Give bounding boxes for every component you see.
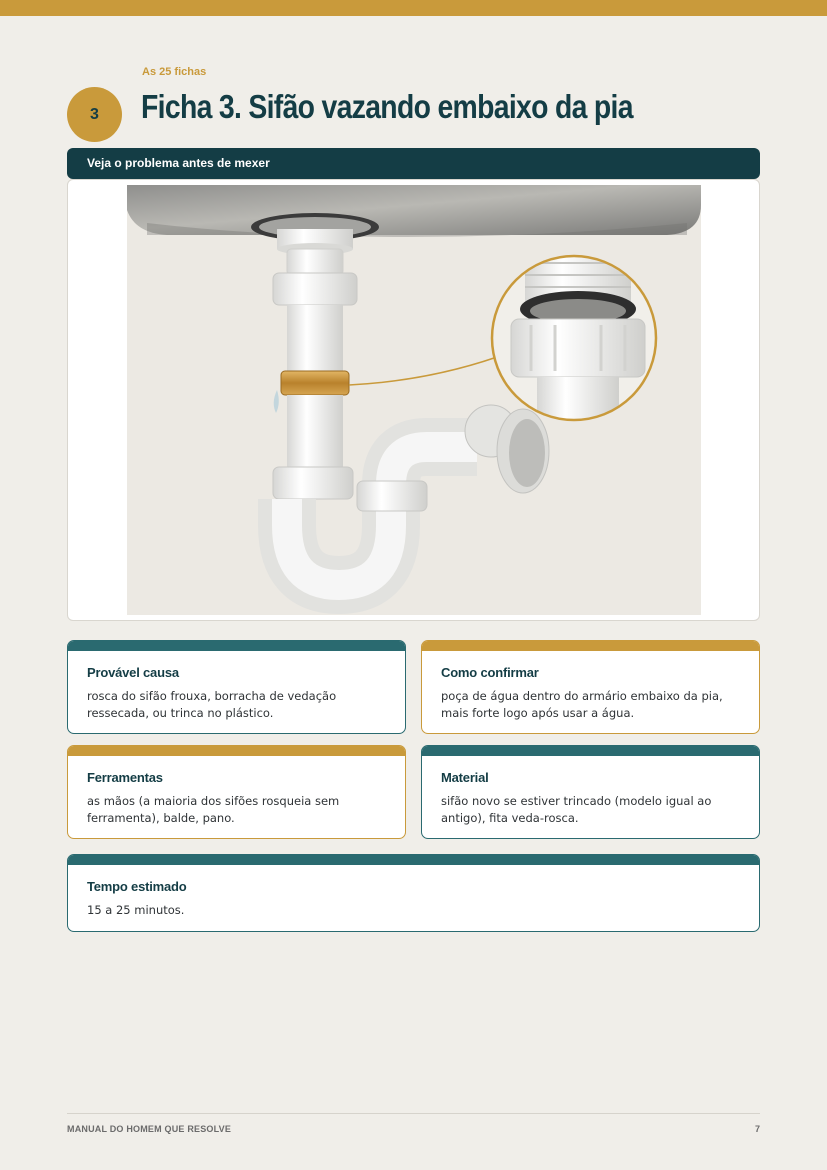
card-accent-bar xyxy=(68,746,405,756)
card-title: Tempo estimado xyxy=(87,879,187,894)
card-accent-bar xyxy=(422,641,759,651)
card-estimated-time xyxy=(67,854,760,932)
illustration-frame xyxy=(67,179,760,621)
top-accent-bar xyxy=(0,0,827,16)
card-title: Como confirmar xyxy=(441,665,539,680)
sheet-number-badge: 3 xyxy=(67,87,122,142)
card-text: poça de água dentro do armário embaixo da pia, mais forte logo após usar a água. xyxy=(441,689,723,720)
card-title: Ferramentas xyxy=(87,770,163,785)
card-tools xyxy=(67,745,406,839)
section-header: Veja o problema antes de mexer xyxy=(67,148,760,179)
card-title: Provável causa xyxy=(87,665,179,680)
card-text: 15 a 25 minutos. xyxy=(87,903,185,917)
footer-page-number: 7 xyxy=(754,1124,760,1134)
card-material xyxy=(421,745,760,839)
card-text: rosca do sifão frouxa, borracha de vedação ressecada, ou trinca no plástico. xyxy=(87,689,337,720)
card-accent-bar xyxy=(422,746,759,756)
footer-divider xyxy=(67,1113,760,1114)
card-accent-bar xyxy=(68,855,759,865)
sink-trap-illustration xyxy=(127,185,701,615)
card-accent-bar xyxy=(68,641,405,651)
card-how-to-confirm xyxy=(421,640,760,734)
page-title: Ficha 3. Sifão vazando embaixo da pia xyxy=(141,88,633,125)
card-title: Material xyxy=(441,770,489,785)
card-text: sifão novo se estiver trincado (modelo igual ao antigo), fita veda-rosca. xyxy=(441,794,712,825)
card-probable-cause xyxy=(67,640,406,734)
section-eyebrow: As 25 fichas xyxy=(142,66,207,78)
card-text: as mãos (a maioria dos sifões rosqueia sem ferramenta), balde, pano. xyxy=(87,794,340,825)
footer-manual-title: MANUAL DO HOMEM QUE RESOLVE xyxy=(67,1124,232,1134)
